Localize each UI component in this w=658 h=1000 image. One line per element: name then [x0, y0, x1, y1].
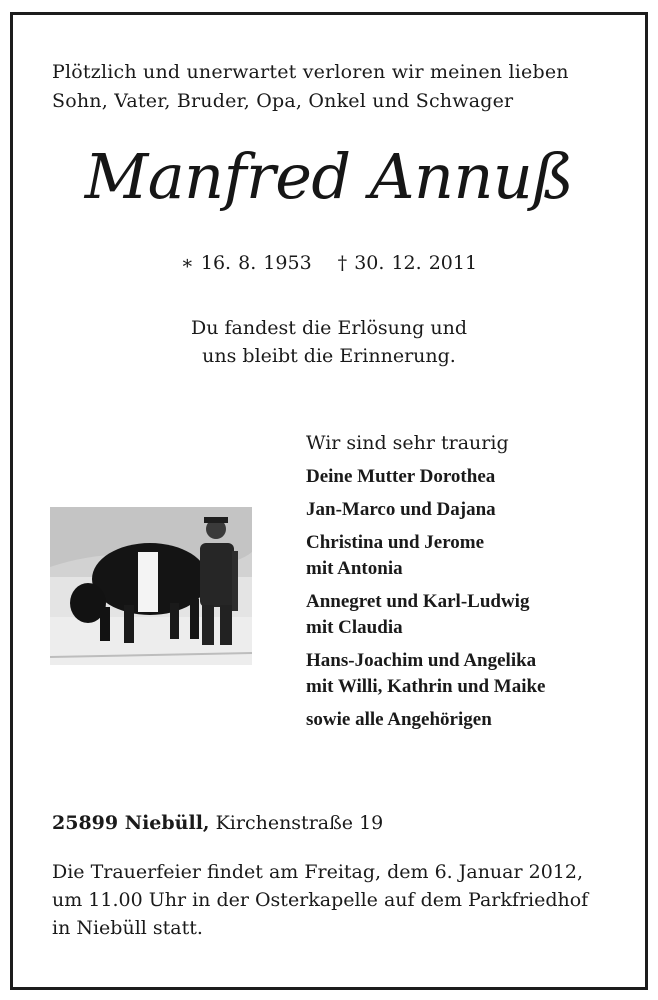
mourner-entry-line-1: Annegret und Karl-Ludwig [306, 591, 530, 612]
mourner-entry-line-1: Jan-Marco und Dajana [306, 499, 496, 520]
funeral-info [52, 858, 622, 942]
mourner-entry-line-2: mit Willi, Kathrin und Maike [306, 676, 546, 697]
mourner-entry [306, 707, 636, 733]
mourner-entry-line-1: Hans-Joachim und Angelika [306, 650, 537, 671]
address-city: 25899 Niebüll, [52, 812, 210, 834]
funeral-line-2: um 11.00 Uhr in der Osterkapelle auf dem Parkfriedhof [52, 889, 589, 911]
mourner-entry-line-1: Christina und Jerome [306, 532, 485, 553]
intro-line-2: Sohn, Vater, Bruder, Opa, Onkel und Schwager [52, 90, 514, 112]
deceased-name: Manfred Annuß [84, 140, 574, 213]
death-date: † 30. 12. 2011 [337, 252, 478, 274]
funeral-line-3: in Niebüll statt. [52, 917, 203, 939]
address-street: Kirchenstraße 19 [215, 812, 384, 834]
memorial-quote [0, 314, 658, 370]
mourner-entry-line-2: mit Antonia [306, 558, 403, 579]
mourner-entry-line-1: Deine Mutter Dorothea [306, 466, 496, 487]
life-dates [0, 252, 658, 274]
quote-line-2: uns bleibt die Erinnerung. [202, 345, 456, 367]
address [52, 812, 383, 834]
photo-man-with-cow-icon [50, 507, 252, 665]
mourner-entry [306, 648, 636, 700]
mourner-entry [306, 530, 636, 582]
mourner-entry-line-2: mit Claudia [306, 617, 403, 638]
intro-text [52, 58, 612, 116]
mourner-entry [306, 464, 636, 490]
intro-line-1: Plötzlich und unerwartet verloren wir meinen lieben [52, 61, 569, 83]
quote-line-1: Du fandest die Erlösung und [191, 317, 467, 339]
memorial-photo [50, 507, 252, 665]
funeral-line-1: Die Trauerfeier findet am Freitag, dem 6. Januar 2012, [52, 861, 584, 883]
mourner-entry-line-1: sowie alle Angehörigen [306, 709, 492, 730]
mourner-entry [306, 589, 636, 641]
mourner-entry [306, 497, 636, 523]
birth-date: ∗ 16. 8. 1953 [180, 252, 312, 274]
mourners-list [306, 430, 636, 740]
mourners-lead: Wir sind sehr traurig [306, 432, 509, 454]
